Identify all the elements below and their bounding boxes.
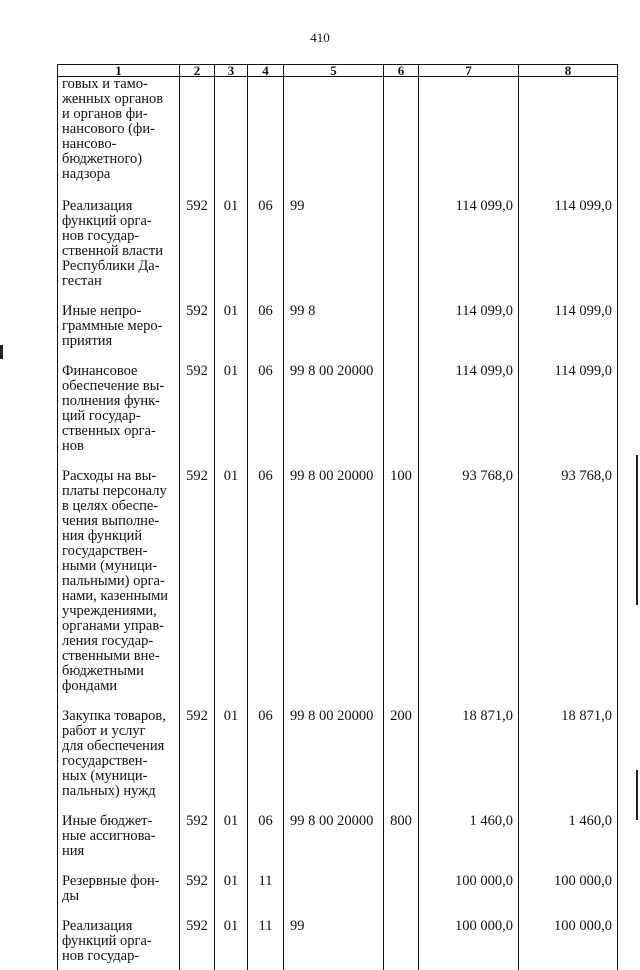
cell-name-line: Финансовое xyxy=(62,363,138,379)
cell-name-line: ния функций xyxy=(62,528,143,544)
cell-name-line: Расходы на вы- xyxy=(62,468,157,484)
cell-name-line: говых и тамо- xyxy=(62,76,148,92)
cell-name-line: бюджетными xyxy=(62,663,144,679)
cell-name xyxy=(58,304,180,364)
cell-section xyxy=(215,77,248,200)
cell-amount-1: 18 871,0 xyxy=(419,709,519,814)
cell-name-line: платы персоналу xyxy=(62,483,167,499)
cell-expense-type: 200 xyxy=(384,709,419,814)
table-row xyxy=(58,709,618,814)
table-header-row xyxy=(58,65,618,77)
cell-name-line: надзора xyxy=(62,166,111,182)
cell-name-line: ций государ- xyxy=(62,408,141,424)
cell-name-line: нов государ- xyxy=(62,228,140,244)
cell-expense-type xyxy=(384,364,419,469)
cell-name-line: ственных орга- xyxy=(62,423,156,439)
table-row xyxy=(58,364,618,469)
cell-name-line: ные ассигнова- xyxy=(62,828,156,844)
cell-name-line: ния xyxy=(62,843,85,859)
cell-section: 01 xyxy=(215,709,248,814)
cell-grbs: 592 xyxy=(180,199,215,304)
cell-name-line: в целях обеспе- xyxy=(62,498,159,514)
cell-name-line: государствен- xyxy=(62,753,148,769)
cell-name-line: ных (муници- xyxy=(62,768,148,784)
cell-target-code: 99 8 00 20000 xyxy=(284,469,384,709)
cell-name xyxy=(58,919,180,970)
column-header: 4 xyxy=(248,65,284,77)
cell-amount-2: 114 099,0 xyxy=(519,304,618,364)
cell-grbs: 592 xyxy=(180,469,215,709)
cell-expense-type xyxy=(384,304,419,364)
cell-name-line: гестан xyxy=(62,273,102,289)
cell-section: 01 xyxy=(215,469,248,709)
cell-amount-1: 100 000,0 xyxy=(419,919,519,970)
table-row xyxy=(58,469,618,709)
cell-name-line: бюджетного) xyxy=(62,151,143,167)
cell-name-line: пальными) орга- xyxy=(62,573,165,589)
cell-amount-2: 18 871,0 xyxy=(519,709,618,814)
cell-name-line: обеспечение вы- xyxy=(62,378,165,394)
cell-name-line: ления государ- xyxy=(62,633,154,649)
cell-amount-2: 1 460,0 xyxy=(519,814,618,874)
column-header: 8 xyxy=(519,65,618,77)
cell-grbs: 592 xyxy=(180,304,215,364)
column-header: 2 xyxy=(180,65,215,77)
cell-grbs xyxy=(180,77,215,200)
cell-target-code xyxy=(284,77,384,200)
cell-name-line: функций орга- xyxy=(62,213,152,229)
cell-name-line: полнения функ- xyxy=(62,393,160,409)
table-row xyxy=(58,874,618,919)
cell-expense-type: 800 xyxy=(384,814,419,874)
cell-name-line: женных органов xyxy=(62,91,164,107)
column-header: 1 xyxy=(58,65,180,77)
cell-target-code: 99 8 00 20000 xyxy=(284,814,384,874)
cell-name xyxy=(58,874,180,919)
cell-section: 01 xyxy=(215,364,248,469)
cell-target-code: 99 8 00 20000 xyxy=(284,364,384,469)
cell-amount-1 xyxy=(419,77,519,200)
cell-name-line: Реализация xyxy=(62,918,133,934)
cell-name-line: учреждениями, xyxy=(62,603,157,619)
cell-name xyxy=(58,199,180,304)
cell-name-line: функций орга- xyxy=(62,933,152,949)
cell-name-line: ственной власти xyxy=(62,243,163,259)
cell-name-line: нов государ- xyxy=(62,948,140,964)
cell-name xyxy=(58,364,180,469)
budget-table xyxy=(57,64,618,970)
cell-name-line: органами управ- xyxy=(62,618,165,634)
cell-amount-2 xyxy=(519,77,618,200)
cell-name-line: ственными вне- xyxy=(62,648,160,664)
column-header: 7 xyxy=(419,65,519,77)
cell-name-line: нансово- xyxy=(62,136,117,152)
cell-section: 01 xyxy=(215,199,248,304)
cell-name-line: пальных) нужд xyxy=(62,783,156,799)
cell-target-code: 99 8 xyxy=(284,304,384,364)
scan-edge-mark-right xyxy=(636,770,638,820)
table-row xyxy=(58,199,618,304)
cell-grbs: 592 xyxy=(180,874,215,919)
column-header: 3 xyxy=(215,65,248,77)
column-header: 6 xyxy=(384,65,419,77)
cell-amount-1: 114 099,0 xyxy=(419,304,519,364)
cell-grbs: 592 xyxy=(180,364,215,469)
page-number: 410 xyxy=(310,30,330,45)
cell-subsection: 06 xyxy=(248,199,284,304)
cell-subsection: 06 xyxy=(248,469,284,709)
cell-name-line: работ и услуг xyxy=(62,723,146,739)
table-row xyxy=(58,814,618,874)
cell-name-line: приятия xyxy=(62,333,113,349)
cell-name-line: Резервные фон- xyxy=(62,873,160,889)
cell-name-line: граммные меро- xyxy=(62,318,163,334)
cell-name xyxy=(58,814,180,874)
cell-section: 01 xyxy=(215,814,248,874)
cell-subsection: 06 xyxy=(248,304,284,364)
cell-subsection: 06 xyxy=(248,709,284,814)
cell-name xyxy=(58,709,180,814)
cell-section: 01 xyxy=(215,919,248,970)
table-row xyxy=(58,77,618,200)
cell-amount-2: 114 099,0 xyxy=(519,364,618,469)
cell-target-code: 99 8 00 20000 xyxy=(284,709,384,814)
cell-name-line: Закупка товаров, xyxy=(62,708,166,724)
cell-amount-1: 114 099,0 xyxy=(419,199,519,304)
scan-edge-mark-right xyxy=(636,455,638,605)
cell-target-code xyxy=(284,874,384,919)
cell-grbs: 592 xyxy=(180,709,215,814)
cell-amount-2: 114 099,0 xyxy=(519,199,618,304)
cell-amount-1: 93 768,0 xyxy=(419,469,519,709)
cell-name-line: фондами xyxy=(62,678,118,694)
cell-name-line: Иные непро- xyxy=(62,303,142,319)
cell-name-line: нов xyxy=(62,438,84,454)
cell-subsection: 11 xyxy=(248,919,284,970)
cell-amount-1: 1 460,0 xyxy=(419,814,519,874)
cell-subsection xyxy=(248,77,284,200)
cell-name-line: ды xyxy=(62,888,80,904)
cell-name xyxy=(58,77,180,200)
cell-expense-type xyxy=(384,199,419,304)
cell-amount-2: 100 000,0 xyxy=(519,874,618,919)
cell-name-line: для обеспечения xyxy=(62,738,165,754)
cell-grbs: 592 xyxy=(180,814,215,874)
cell-amount-1: 114 099,0 xyxy=(419,364,519,469)
table-row xyxy=(58,304,618,364)
cell-grbs: 592 xyxy=(180,919,215,970)
cell-name-line: и органов фи- xyxy=(62,106,148,122)
cell-name-line: ными (муници- xyxy=(62,558,158,574)
cell-name-line: государствен- xyxy=(62,543,148,559)
cell-amount-2: 93 768,0 xyxy=(519,469,618,709)
cell-amount-2: 100 000,0 xyxy=(519,919,618,970)
table-row xyxy=(58,919,618,970)
cell-name-line: Республики Да- xyxy=(62,258,160,274)
cell-subsection: 06 xyxy=(248,814,284,874)
cell-expense-type xyxy=(384,874,419,919)
cell-name-line: чения выполне- xyxy=(62,513,160,529)
column-header: 5 xyxy=(284,65,384,77)
cell-expense-type xyxy=(384,919,419,970)
cell-amount-1: 100 000,0 xyxy=(419,874,519,919)
cell-name-line: Иные бюджет- xyxy=(62,813,153,829)
cell-section: 01 xyxy=(215,304,248,364)
scan-edge-mark-left xyxy=(0,345,3,359)
cell-target-code: 99 xyxy=(284,919,384,970)
cell-target-code: 99 xyxy=(284,199,384,304)
cell-expense-type xyxy=(384,77,419,200)
cell-name-line: нансового (фи- xyxy=(62,121,155,137)
cell-subsection: 11 xyxy=(248,874,284,919)
cell-section: 01 xyxy=(215,874,248,919)
cell-subsection: 06 xyxy=(248,364,284,469)
cell-name xyxy=(58,469,180,709)
cell-name-line: нами, казенными xyxy=(62,588,169,604)
cell-name-line: Реализация xyxy=(62,198,133,214)
cell-expense-type: 100 xyxy=(384,469,419,709)
